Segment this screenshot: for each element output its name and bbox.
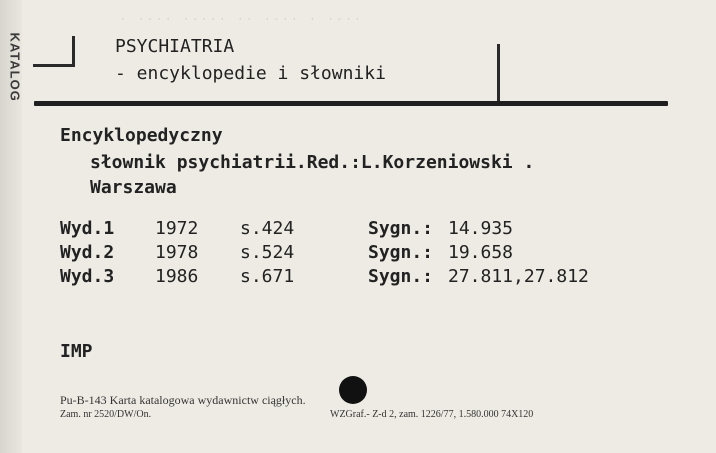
header-subtitle: - encyklopedie i słowniki xyxy=(115,63,386,84)
punch-hole xyxy=(339,376,367,404)
edition-number: Wyd.2 xyxy=(60,242,115,263)
faint-bleedthrough: · ·-·· ·-·-· ·· ·-·· · ·-·· xyxy=(120,14,364,25)
signature-value: 27.811,27.812 xyxy=(448,266,589,287)
stamp-imp: IMP xyxy=(60,341,93,362)
edition-pages: s.524 xyxy=(240,242,295,263)
signature-label: Sygn.: xyxy=(368,242,434,263)
header-rule xyxy=(34,101,668,106)
signature-value: 19.658 xyxy=(448,242,514,263)
footer-printer: WZGraf.- Z-d 2, zam. 1226/77, 1.580.000 74X120 xyxy=(330,409,534,420)
signature-value: 14.935 xyxy=(448,218,514,239)
corner-bracket-horizontal xyxy=(33,64,75,67)
edition-number: Wyd.1 xyxy=(60,218,115,239)
entry-title: Encyklopedyczny xyxy=(60,125,223,146)
edition-year: 1972 xyxy=(155,218,199,239)
entry-place: Warszawa xyxy=(90,177,177,198)
edition-pages: s.424 xyxy=(240,218,295,239)
footer-order: Zam. nr 2520/DW/On. xyxy=(60,409,152,420)
entry-subtitle: słownik psychiatrii.Red.:L.Korzeniowski . xyxy=(90,152,535,173)
edition-year: 1986 xyxy=(155,266,199,287)
edition-number: Wyd.3 xyxy=(60,266,115,287)
edge-label: KATALOG xyxy=(7,32,23,102)
edition-year: 1978 xyxy=(155,242,199,263)
edition-pages: s.671 xyxy=(240,266,295,287)
signature-label: Sygn.: xyxy=(368,218,434,239)
footer-form-id: Pu-B-143 Karta katalogowa wydawnictw ciągłych. xyxy=(60,393,306,407)
header-right-bar xyxy=(497,44,500,102)
signature-label: Sygn.: xyxy=(368,266,434,287)
corner-bracket-vertical xyxy=(72,36,75,67)
card-left-edge xyxy=(0,0,22,453)
header-title: PSYCHIATRIA xyxy=(115,36,235,57)
